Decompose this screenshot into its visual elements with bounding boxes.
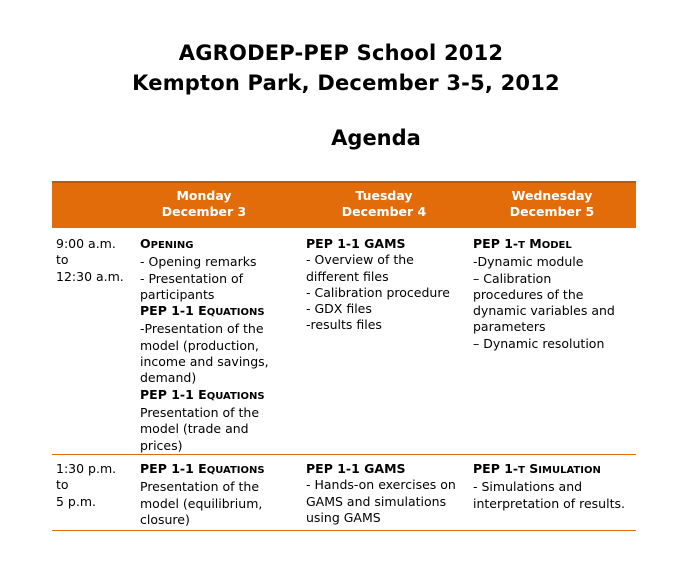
cell-monday-morning xyxy=(140,236,300,454)
session-line: using GAMS xyxy=(306,509,381,525)
time-start: 1:30 p.m. xyxy=(56,461,117,476)
column-date: December 3 xyxy=(161,204,247,219)
title-line-2: Kempton Park, December 3-5, 2012 xyxy=(132,71,560,95)
session-line: Presentation of the xyxy=(140,404,260,420)
session-line: - Calibration procedure xyxy=(306,284,450,300)
session-line: -results files xyxy=(306,317,382,333)
session-line: - GDX files xyxy=(306,301,372,317)
session-line: – Dynamic resolution xyxy=(473,335,605,351)
session-line: -Dynamic module xyxy=(473,254,584,270)
document-title xyxy=(0,38,682,98)
column-header-monday xyxy=(144,188,264,220)
cell-wednesday-afternoon xyxy=(473,461,633,512)
cell-tuesday-afternoon xyxy=(306,461,466,526)
session-line: - Opening remarks xyxy=(140,254,257,270)
column-day: Tuesday xyxy=(355,188,413,203)
session-heading: PEP 1-1 EQUATIONS xyxy=(140,386,265,402)
session-heading: PEP 1-T SIMULATION xyxy=(473,461,601,476)
session-line: - Hands-on exercises on xyxy=(306,477,456,493)
session-line: procedures of the xyxy=(473,286,584,302)
session-line: Presentation of the xyxy=(140,479,260,495)
cell-tuesday-morning xyxy=(306,236,466,334)
session-line: model (production, xyxy=(140,337,259,353)
session-line: parameters xyxy=(473,319,546,335)
session-line: - Presentation of xyxy=(140,270,244,286)
session-line: income and savings, xyxy=(140,354,269,370)
agenda-heading: Agenda xyxy=(331,126,421,150)
column-header-tuesday xyxy=(304,188,464,220)
session-line: different files xyxy=(306,268,389,284)
session-line: - Overview of the xyxy=(306,252,414,268)
session-heading: PEP 1-1 EQUATIONS xyxy=(140,303,265,319)
session-line: GAMS and simulations xyxy=(306,493,447,509)
session-line: prices) xyxy=(140,437,183,453)
session-line: participants xyxy=(140,286,215,302)
session-line: closure) xyxy=(140,511,190,527)
session-line: – Calibration xyxy=(473,270,552,286)
session-heading: PEP 1-1 GAMS xyxy=(306,461,406,476)
session-line: model (trade and xyxy=(140,421,249,437)
session-line: demand) xyxy=(140,370,197,386)
table-header-bar xyxy=(52,181,636,228)
row-divider xyxy=(52,454,636,455)
session-heading: PEP 1-1 GAMS xyxy=(306,236,406,251)
time-end: 12:30 a.m. xyxy=(56,268,124,284)
cell-wednesday-morning xyxy=(473,236,633,352)
column-day: Monday xyxy=(176,188,232,203)
session-line: dynamic variables and xyxy=(473,303,615,319)
time-to: to xyxy=(56,252,69,268)
row-time-morning xyxy=(56,236,136,285)
session-line: model (equilibrium, xyxy=(140,495,263,511)
column-header-wednesday xyxy=(472,188,632,220)
column-date: December 4 xyxy=(341,204,427,219)
session-heading: PEP 1-1 EQUATIONS xyxy=(140,461,265,476)
time-to: to xyxy=(56,477,69,493)
column-day: Wednesday xyxy=(511,188,593,203)
session-line: -Presentation of the xyxy=(140,321,264,337)
session-heading: PEP 1-T MODEL xyxy=(473,236,572,251)
session-line: - Simulations and xyxy=(473,479,583,495)
table-bottom-rule xyxy=(52,530,636,531)
column-date: December 5 xyxy=(509,204,595,219)
title-line-1: AGRODEP-PEP School 2012 xyxy=(178,41,504,65)
time-start: 9:00 a.m. xyxy=(56,236,116,251)
cell-monday-afternoon xyxy=(140,461,300,528)
session-heading: OPENING xyxy=(140,236,194,251)
session-line: interpretation of results. xyxy=(473,495,625,511)
row-time-afternoon xyxy=(56,461,136,510)
time-end: 5 p.m. xyxy=(56,493,96,509)
